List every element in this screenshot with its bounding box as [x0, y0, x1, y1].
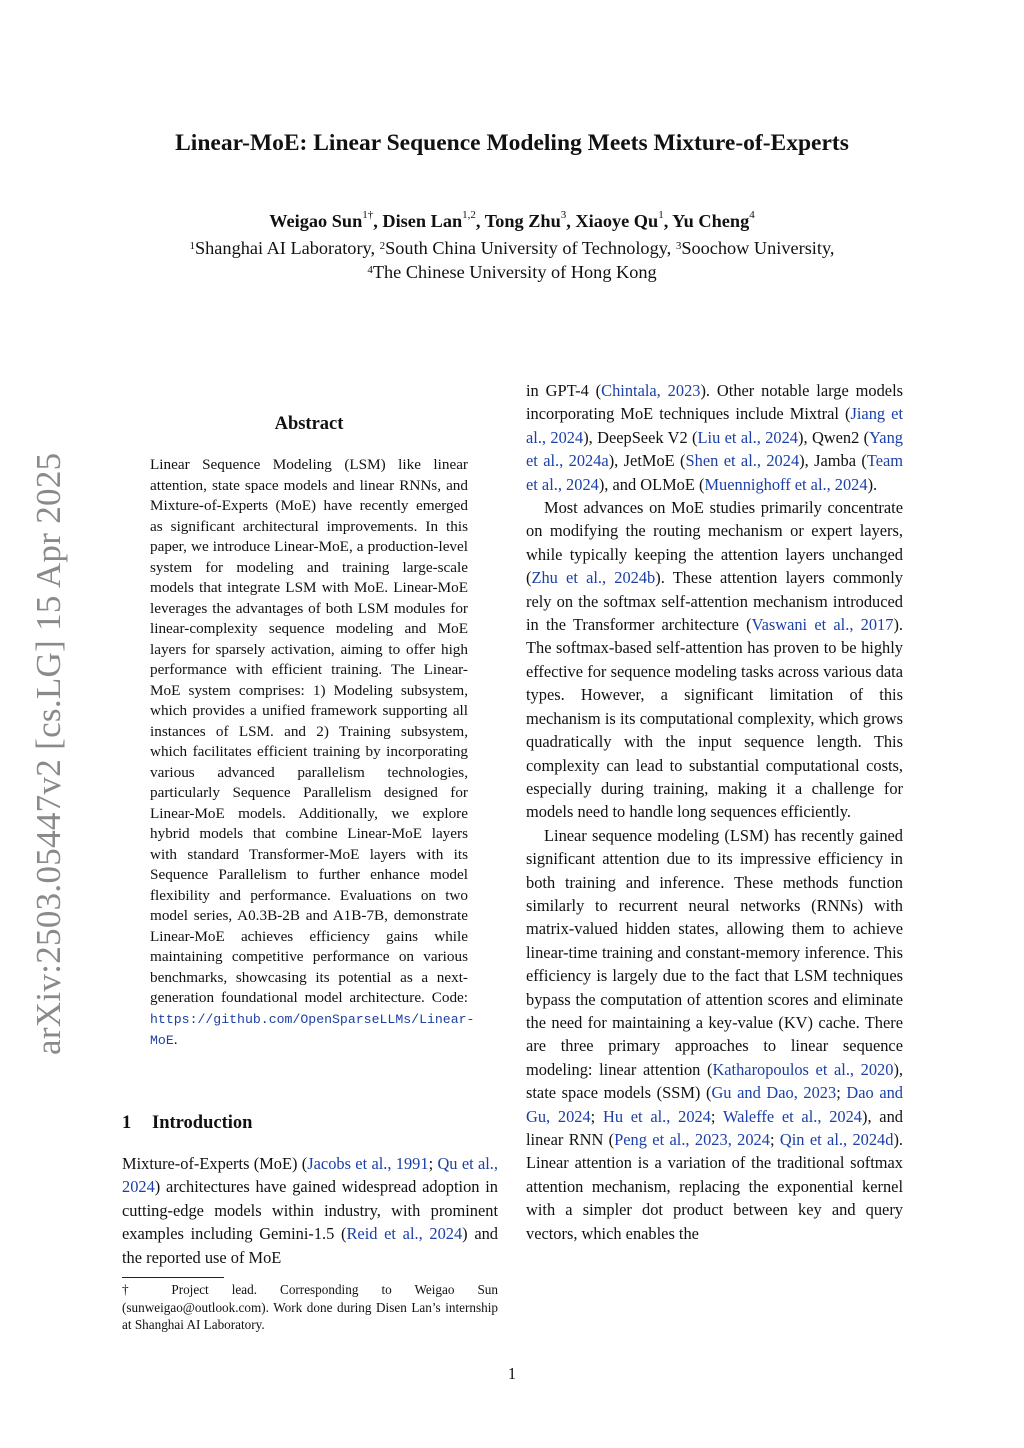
affiliation-sup: 1 [189, 240, 195, 252]
footnote-rule [122, 1277, 224, 1278]
citation-link[interactable]: Dao and Gu, 2024 [526, 1083, 903, 1126]
citation-link[interactable]: Shen et al., 2024 [685, 451, 800, 471]
citation-link[interactable]: Jiang et al., 2024 [526, 404, 903, 447]
paragraph: in GPT-4 (Chintala, 2023). Other notable large models incorporating MoE techniques include Mixtral (Jiang et al., 2024), DeepSeek V2 (Liu et al., 2024), Qwen2 (Yang et al., 2024a), JetMoE (Shen et al., 2024), Jamba (Team et al., 2024), and OLMoE (Muennighoff et al., 2024). [526, 381, 904, 494]
citation-link[interactable]: Gu and Dao, 2023 [711, 1083, 837, 1103]
affiliation-name: South China University of Technology [385, 238, 667, 258]
paragraph: Most advances on MoE studies primarily concentrate on modifying the routing mechanism or expert layers, while typically keeping the attention layers unchanged (Zhu et al., 2024b). These attention layers commonly rely on the softmax self-attention mechanism introduced in the Transformer architecture (Vaswani et al., 2017). The softmax-based self-attention has proven to be highly effective for sequence modeling tasks across various data types. However, a significant limitation of this mechanism is its computational complexity, which grows quadratically with the input sequence length. This complexity can lead to substantial computational costs, especially during training, making it a challenge for models need to handle long sequences efficiently. [526, 498, 903, 822]
author-name: Tong Zhu [484, 211, 561, 231]
citation-link[interactable]: Hu et al., 2024 [602, 1106, 711, 1126]
citation-link[interactable]: Chintala, 2023 [601, 381, 701, 400]
affiliation-sup: 3 [675, 240, 682, 252]
citation-link[interactable]: Reid et al., 2024 [346, 1224, 463, 1244]
author-sup: 1,2 [462, 209, 476, 221]
citation-link[interactable]: Jacobs et al., 1991 [307, 1154, 429, 1173]
abstract-heading: Abstract [274, 414, 344, 434]
citation-link[interactable]: Vaswani et al., 2017 [751, 615, 894, 635]
section-heading [122, 1113, 502, 1134]
affiliation-name: Soochow University [681, 238, 830, 258]
paragraph: Linear sequence modeling (LSM) has recently gained significant attention due to its impressive efficiency in both training and inference. These methods function similarly to recurrent neural networks (RNNs) with matrix-valued hidden states, allowing them to achieve linear-time training and constant-memory inference. This efficiency is largely due to the fact that LSM techniques bypass the computation of attention scores and eliminate the need for maintaining a key-value (KV) cache. There are three primary approaches to linear sequence modeling: linear attention (Katharopoulos et al., 2020), state space models (SSM) (Gu and Dao, 2023; Dao and Gu, 2024; Hu et al., 2024; Waleffe et al., 2024), and linear RNN (Peng et al., 2023, 2024; Qin et al., 2024d). Linear attention is a variation of the traditional softmax attention mechanism, replacing the exponential kernel with a simpler dot product between key and query vectors, which enables the [526, 825, 904, 1243]
section-title: Introduction [152, 1113, 253, 1133]
code-link[interactable]: https://github.com/OpenSparseLLMs/Linear-MoE [150, 1011, 475, 1048]
citation-link[interactable]: Waleffe et al., 2024 [722, 1106, 862, 1126]
author-sup: 1† [362, 209, 374, 221]
abstract-text: Linear Sequence Modeling (LSM) like linear attention, state space models and linear RNNs, and Mixture-of-Experts (MoE) have recently emerged as significant architectural improvements. In this paper, we introduce Linear-MoE, a production-level system for modeling and training large-scale models that integrate LSM with MoE. Linear-MoE leverages the advantages of both LSM modules for linear-complexity sequence modeling and MoE layers for sparsely activation, aiming to offer high performance with efficient training. The Linear-MoE system comprises: 1) Modeling subsystem, which provides a unified framework supporting all instances of LSM. and 2) Training subsystem, which facilitates efficient training by incorporating various advanced parallelism technologies, particularly Sequence Parallelism designed for Linear-MoE models. Additionally, we explore hybrid models that combine Linear-MoE layers with standard Transformer-MoE layers with its Sequence Parallelism to further enhance model flexibility and performance. Evaluations on two model series, A0.3B-2B and A1B-7B, demonstrate Linear-MoE achieves efficiency gains while maintaining competitive performance on various benchmarks, showcasing its potential as a next-generation foundational model architecture. Code: [150, 456, 468, 1006]
author-name: Weigao Sun [269, 211, 363, 231]
intro-paragraph: Mixture-of-Experts (MoE) (Jacobs et al., 1991; Qu et al., 2024) architectures have gained widespread adoption in cutting-edge models within industry, with prominent examples including Gemini-1.5 (Reid et al., 2024) and the reported use of MoE [122, 1154, 499, 1267]
citation-link[interactable]: Qu et al., 2024 [122, 1154, 499, 1197]
citation-link[interactable]: Muennighoff et al., 2024 [704, 474, 868, 494]
author-sup: 4 [749, 209, 755, 221]
arxiv-identifier: arXiv:2503.05447v2 [cs.LG] 15 Apr 2025 [29, 452, 68, 1055]
right-column [526, 379, 903, 1245]
paper-title: Linear-MoE: Linear Sequence Modeling Meets Mixture-of-Experts [175, 130, 849, 156]
citation-link[interactable]: Zhu et al., 2024b [531, 568, 656, 588]
affiliation-name: Shanghai AI Laboratory [195, 238, 371, 258]
citation-link[interactable]: Team et al., 2024 [526, 451, 904, 494]
footnote: † Project lead. Corresponding to Weigao Sun (sunweigao@outlook.com). Work done during Disen Lan’s internship at Shanghai AI Laboratory. [122, 1282, 498, 1332]
author-sup: 3 [560, 209, 567, 221]
author-name: Disen Lan [382, 211, 463, 231]
affiliation-name: The Chinese University of Hong Kong [372, 262, 657, 282]
citation-link[interactable]: Katharopoulos et al., 2020 [712, 1059, 894, 1079]
author-sup: 1 [658, 209, 664, 221]
page-number: 1 [507, 1364, 517, 1383]
affiliation-sup: 2 [379, 240, 386, 252]
abstract-body: Linear Sequence Modeling (LSM) like linear attention, state space models and linear RNNs, and Mixture-of-Experts (MoE) have recently emerged as significant architectural improvements. In this paper, we introduce Linear-MoE, a production-level system for modeling and training large-scale models that integrate LSM with MoE. Linear-MoE leverages the advantages of both LSM modules for linear-complexity sequence modeling and MoE layers for sparsely activation, aiming to offer high performance with efficient training. The Linear-MoE system comprises: 1) Modeling subsystem, which provides a unified framework supporting all instances of LSM. and 2) Training subsystem, which facilitates efficient training by incorporating various advanced parallelism technologies, particularly Sequence Parallelism designed for Linear-MoE models. Additionally, we explore hybrid models that combine Linear-MoE layers with standard Transformer-MoE layers with its Sequence Parallelism to further enhance model flexibility and performance. Evaluations on two model series, A0.3B-2B and A1B-7B, demonstrate Linear-MoE achieves efficiency gains while maintaining competitive performance on various benchmarks, showcasing its potential as a next-generation foundational model architecture. Code: https://github.com/OpenSparseLLMs/Linear-MoE. [150, 456, 475, 1048]
author-list: Weigao Sun$^{1\dagger}$, Disen Lan$^{1,2}$, Tong Zhu$^3$, Xiaoye Qu$^1$, Yu Cheng$^4$ [269, 209, 755, 231]
citation-link[interactable]: Yang et al., 2024a [526, 427, 903, 471]
affiliation-list: $^1$Shanghai AI Laboratory, $^2$South China University of Technology, $^3$Soochow University, $^4$The Chinese University of Hong Kong [189, 238, 835, 282]
citation-link[interactable]: Qin et al., 2024d [779, 1130, 894, 1149]
affiliation-sup: 4 [367, 264, 373, 276]
citation-link[interactable]: Liu et al., 2024 [697, 427, 799, 447]
author-name: Yu Cheng [672, 211, 750, 231]
citation-link[interactable]: Peng et al., 2023, 2024 [614, 1130, 770, 1149]
author-name: Xiaoye Qu [575, 211, 659, 231]
section-number: 1 [122, 1113, 132, 1133]
